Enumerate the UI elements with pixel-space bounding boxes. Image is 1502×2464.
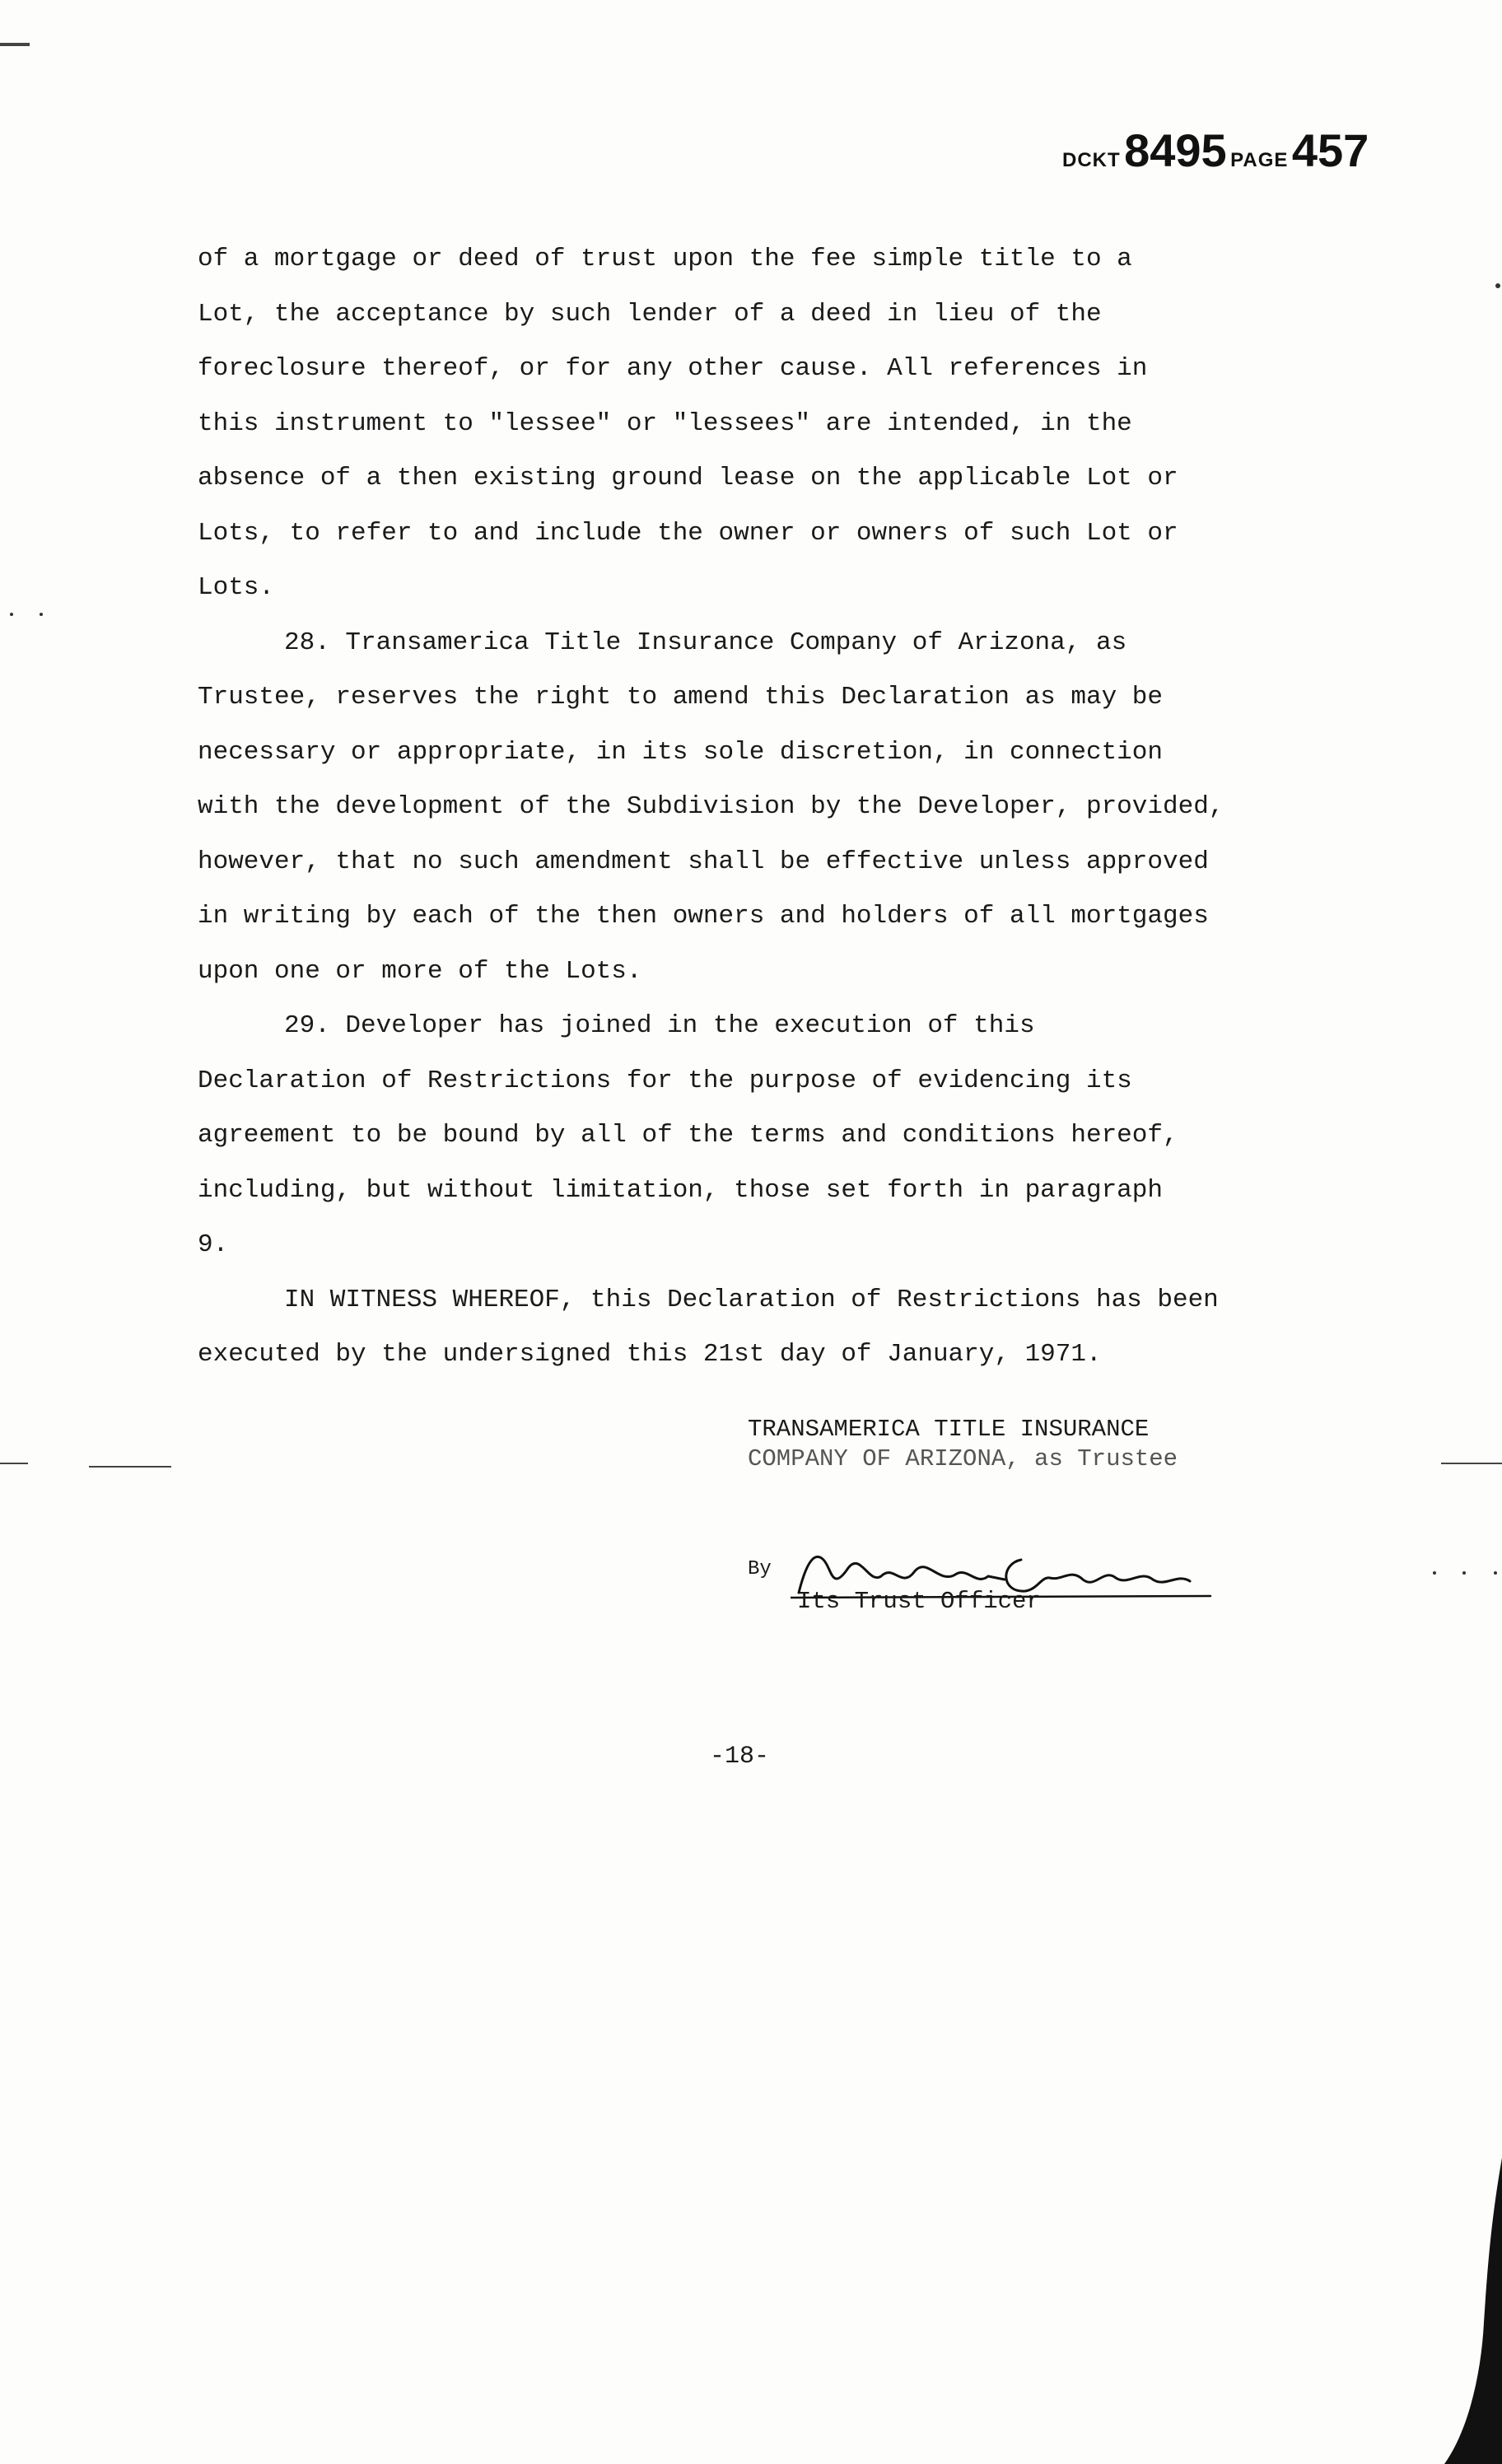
margin-mark	[1441, 1463, 1502, 1464]
scan-speck	[1495, 283, 1500, 288]
paragraph-28-line: Trustee, reserves the right to amend this Declaration as may be	[198, 683, 1163, 712]
recording-reference	[1062, 124, 1369, 177]
body-line: Lots, to refer to and include the owner or owners of such Lot or	[198, 518, 1178, 548]
witness-line: executed by the undersigned this 21st day of January, 1971.	[198, 1340, 1102, 1369]
signature-block	[748, 1548, 1291, 1615]
trustee-name-line: TRANSAMERICA TITLE INSURANCE	[748, 1416, 1150, 1443]
scan-edge-shadow	[1444, 2158, 1502, 2464]
scan-speck	[1433, 1571, 1436, 1575]
page-number-header: 457	[1291, 124, 1369, 176]
body-line: foreclosure thereof, or for any other cause. All references in	[198, 354, 1148, 383]
witness-line: IN WITNESS WHEREOF, this Declaration of Restrictions has been	[284, 1285, 1219, 1314]
paragraph-28-line: however, that no such amendment shall be effective unless approved	[198, 847, 1209, 876]
body-line: this instrument to "lessee" or "lessees" are intended, in the	[198, 408, 1132, 438]
scan-speck	[40, 613, 43, 616]
scan-speck	[1494, 1571, 1497, 1575]
page-label: PAGE	[1230, 149, 1289, 171]
margin-mark	[0, 43, 30, 46]
paragraph-29-line: 29. Developer has joined in the execution of this	[284, 1011, 1035, 1040]
body-line: Lot, the acceptance by such lender of a deed in lieu of the	[198, 299, 1102, 329]
margin-mark	[0, 1463, 28, 1464]
paragraph-29-line: agreement to be bound by all of the terms and conditions hereof,	[198, 1121, 1178, 1150]
trustee-capacity-line: COMPANY OF ARIZONA, as Trustee	[748, 1445, 1178, 1472]
paragraph-29-line: Declaration of Restrictions for the purpose of evidencing its	[198, 1066, 1132, 1095]
document-body	[198, 232, 1326, 1383]
paragraph-28-line: 28. Transamerica Title Insurance Company of Arizona, as	[284, 628, 1127, 657]
body-line: absence of a then existing ground lease on the applicable Lot or	[198, 464, 1178, 492]
paragraph-29-line: including, but without limitation, those set forth in paragraph	[198, 1175, 1163, 1205]
scan-speck	[1462, 1571, 1466, 1575]
officer-title: Its Trust Officer	[797, 1588, 1041, 1615]
paragraph-29-line: 9.	[198, 1230, 229, 1259]
margin-mark	[89, 1466, 171, 1468]
trustee-block	[748, 1415, 1178, 1474]
book-number: 8495	[1124, 124, 1227, 176]
paragraph-28-line: upon one or more of the Lots.	[198, 956, 642, 986]
book-label: DCKT	[1062, 149, 1121, 171]
body-line: of a mortgage or deed of trust upon the fee simple title to a	[198, 245, 1132, 273]
scan-speck	[10, 613, 13, 616]
by-label: By	[748, 1558, 772, 1580]
body-line: Lots.	[198, 573, 275, 602]
page-footer-number: -18-	[710, 1743, 770, 1771]
paragraph-28-line: with the development of the Subdivision by the Developer, provided,	[198, 792, 1224, 821]
paragraph-28-line: in writing by each of the then owners and holders of all mortgages	[198, 902, 1209, 931]
paragraph-28-line: necessary or appropriate, in its sole discretion, in connection	[198, 737, 1163, 767]
